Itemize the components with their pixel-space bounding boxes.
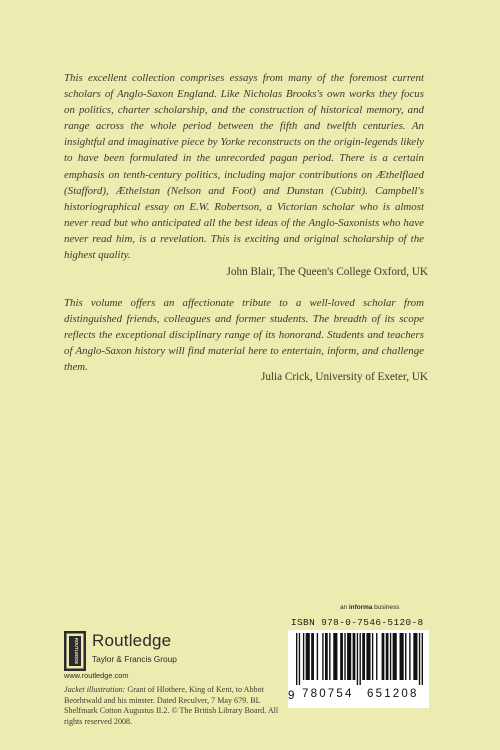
barcode-bar (382, 633, 385, 680)
publisher-logo (64, 631, 214, 673)
barcode-bar (299, 633, 300, 685)
barcode-bar (405, 633, 406, 680)
barcode-bar (360, 633, 361, 685)
barcode-bar (322, 633, 323, 680)
barcode-bar (340, 633, 343, 680)
barcode-bar (376, 633, 377, 680)
barcode-bar (296, 633, 297, 685)
barcode-bar (303, 633, 304, 680)
jacket-label: Jacket illustration: (64, 685, 126, 694)
barcode-bar (311, 633, 314, 680)
barcode-digits-right: 651208 (367, 688, 419, 700)
barcode-bar (400, 633, 404, 680)
review-attribution-1: John Blair, The Queen's College Oxford, UK (226, 266, 428, 278)
review-quote-1: This excellent collection comprises essays from many of the foremost current scholars of Anglo-Saxon England. Like Nicholas Brooks's own works they focus on politics, charter scholarship, and the construction of historical memory, and range across the whole period between the fifth and twelfth centuries. An insightful and imaginative piece by Yorke reconstructs on the origin-legends likely to have been formulated in the unrecorded pagan period. There is a certain emphasis on tenth-century politics, including major contributions on Æthelflaed (Stafford), Æthelstan (Nelson and Foot) and Dunstan (Cubitt). Campbell's historiographical essay on E.W. Robertson, a Victorian scholar who is almost never read but who anticipated all the best ideas of the Anglo-Saxonists who have never read him, is a revelation. This is exciting and original scholarship of the highest quality. (64, 72, 424, 262)
barcode-bar (333, 633, 337, 680)
barcode-bar (422, 633, 423, 685)
barcode-lead-digit: 9 (288, 690, 295, 702)
barcode-bar (306, 633, 310, 680)
informa-prefix: an (340, 604, 348, 611)
barcode-bar (357, 633, 358, 685)
barcode-bar (409, 633, 410, 680)
barcode-bar (344, 633, 345, 680)
barcode-bar (317, 633, 318, 680)
barcode-bar (413, 633, 417, 680)
publisher-name: Routledge (92, 631, 172, 650)
barcode-bar (372, 633, 373, 680)
informa-business-tagline (340, 604, 399, 611)
review-quote-2: This volume offers an affectionate tribute to a well-loved scholar from distinguished friends, colleagues and former students. The breadth of its scope reflects the exceptional disciplinary range of its honorand. Students and teachers of Anglo-Saxon history will find material here to entertain, inform, and challenge them. (64, 297, 424, 374)
isbn-text: ISBN 978-0-7546-5120-8 (291, 617, 424, 628)
barcode-bars (296, 633, 423, 685)
barcode-bar (347, 633, 351, 680)
barcode-digits-left: 780754 (302, 688, 354, 700)
jacket-text: Grant of Hlothere, King of Kent, to Abbot Beorhtwald and his minster. Dated Reculver, 7 May 679. BL Shelfmark Cotton Augustus II.2. © The British Library Board. All rights reserved 2008. (64, 685, 279, 727)
barcode-bar (419, 633, 420, 685)
review-attribution-2: Julia Crick, University of Exeter, UK (260, 371, 428, 383)
publisher-group: Taylor & Francis Group (92, 654, 177, 664)
barcode-bar (325, 633, 328, 680)
barcode-bar (329, 633, 330, 680)
informa-brand: informa (348, 604, 373, 611)
jacket-illustration-credit (64, 685, 286, 728)
publisher-website: www.routledge.com (64, 671, 129, 680)
routledge-logo-icon (64, 631, 86, 671)
barcode-bar (386, 633, 389, 680)
barcode-bar (362, 633, 365, 680)
barcode-bar (390, 633, 391, 680)
barcode-bar (393, 633, 397, 680)
informa-suffix: business (374, 604, 400, 611)
logo-vertical-text: ROUTLEDGE (74, 637, 79, 665)
barcode-bar (366, 633, 370, 680)
barcode-bar (353, 633, 356, 680)
